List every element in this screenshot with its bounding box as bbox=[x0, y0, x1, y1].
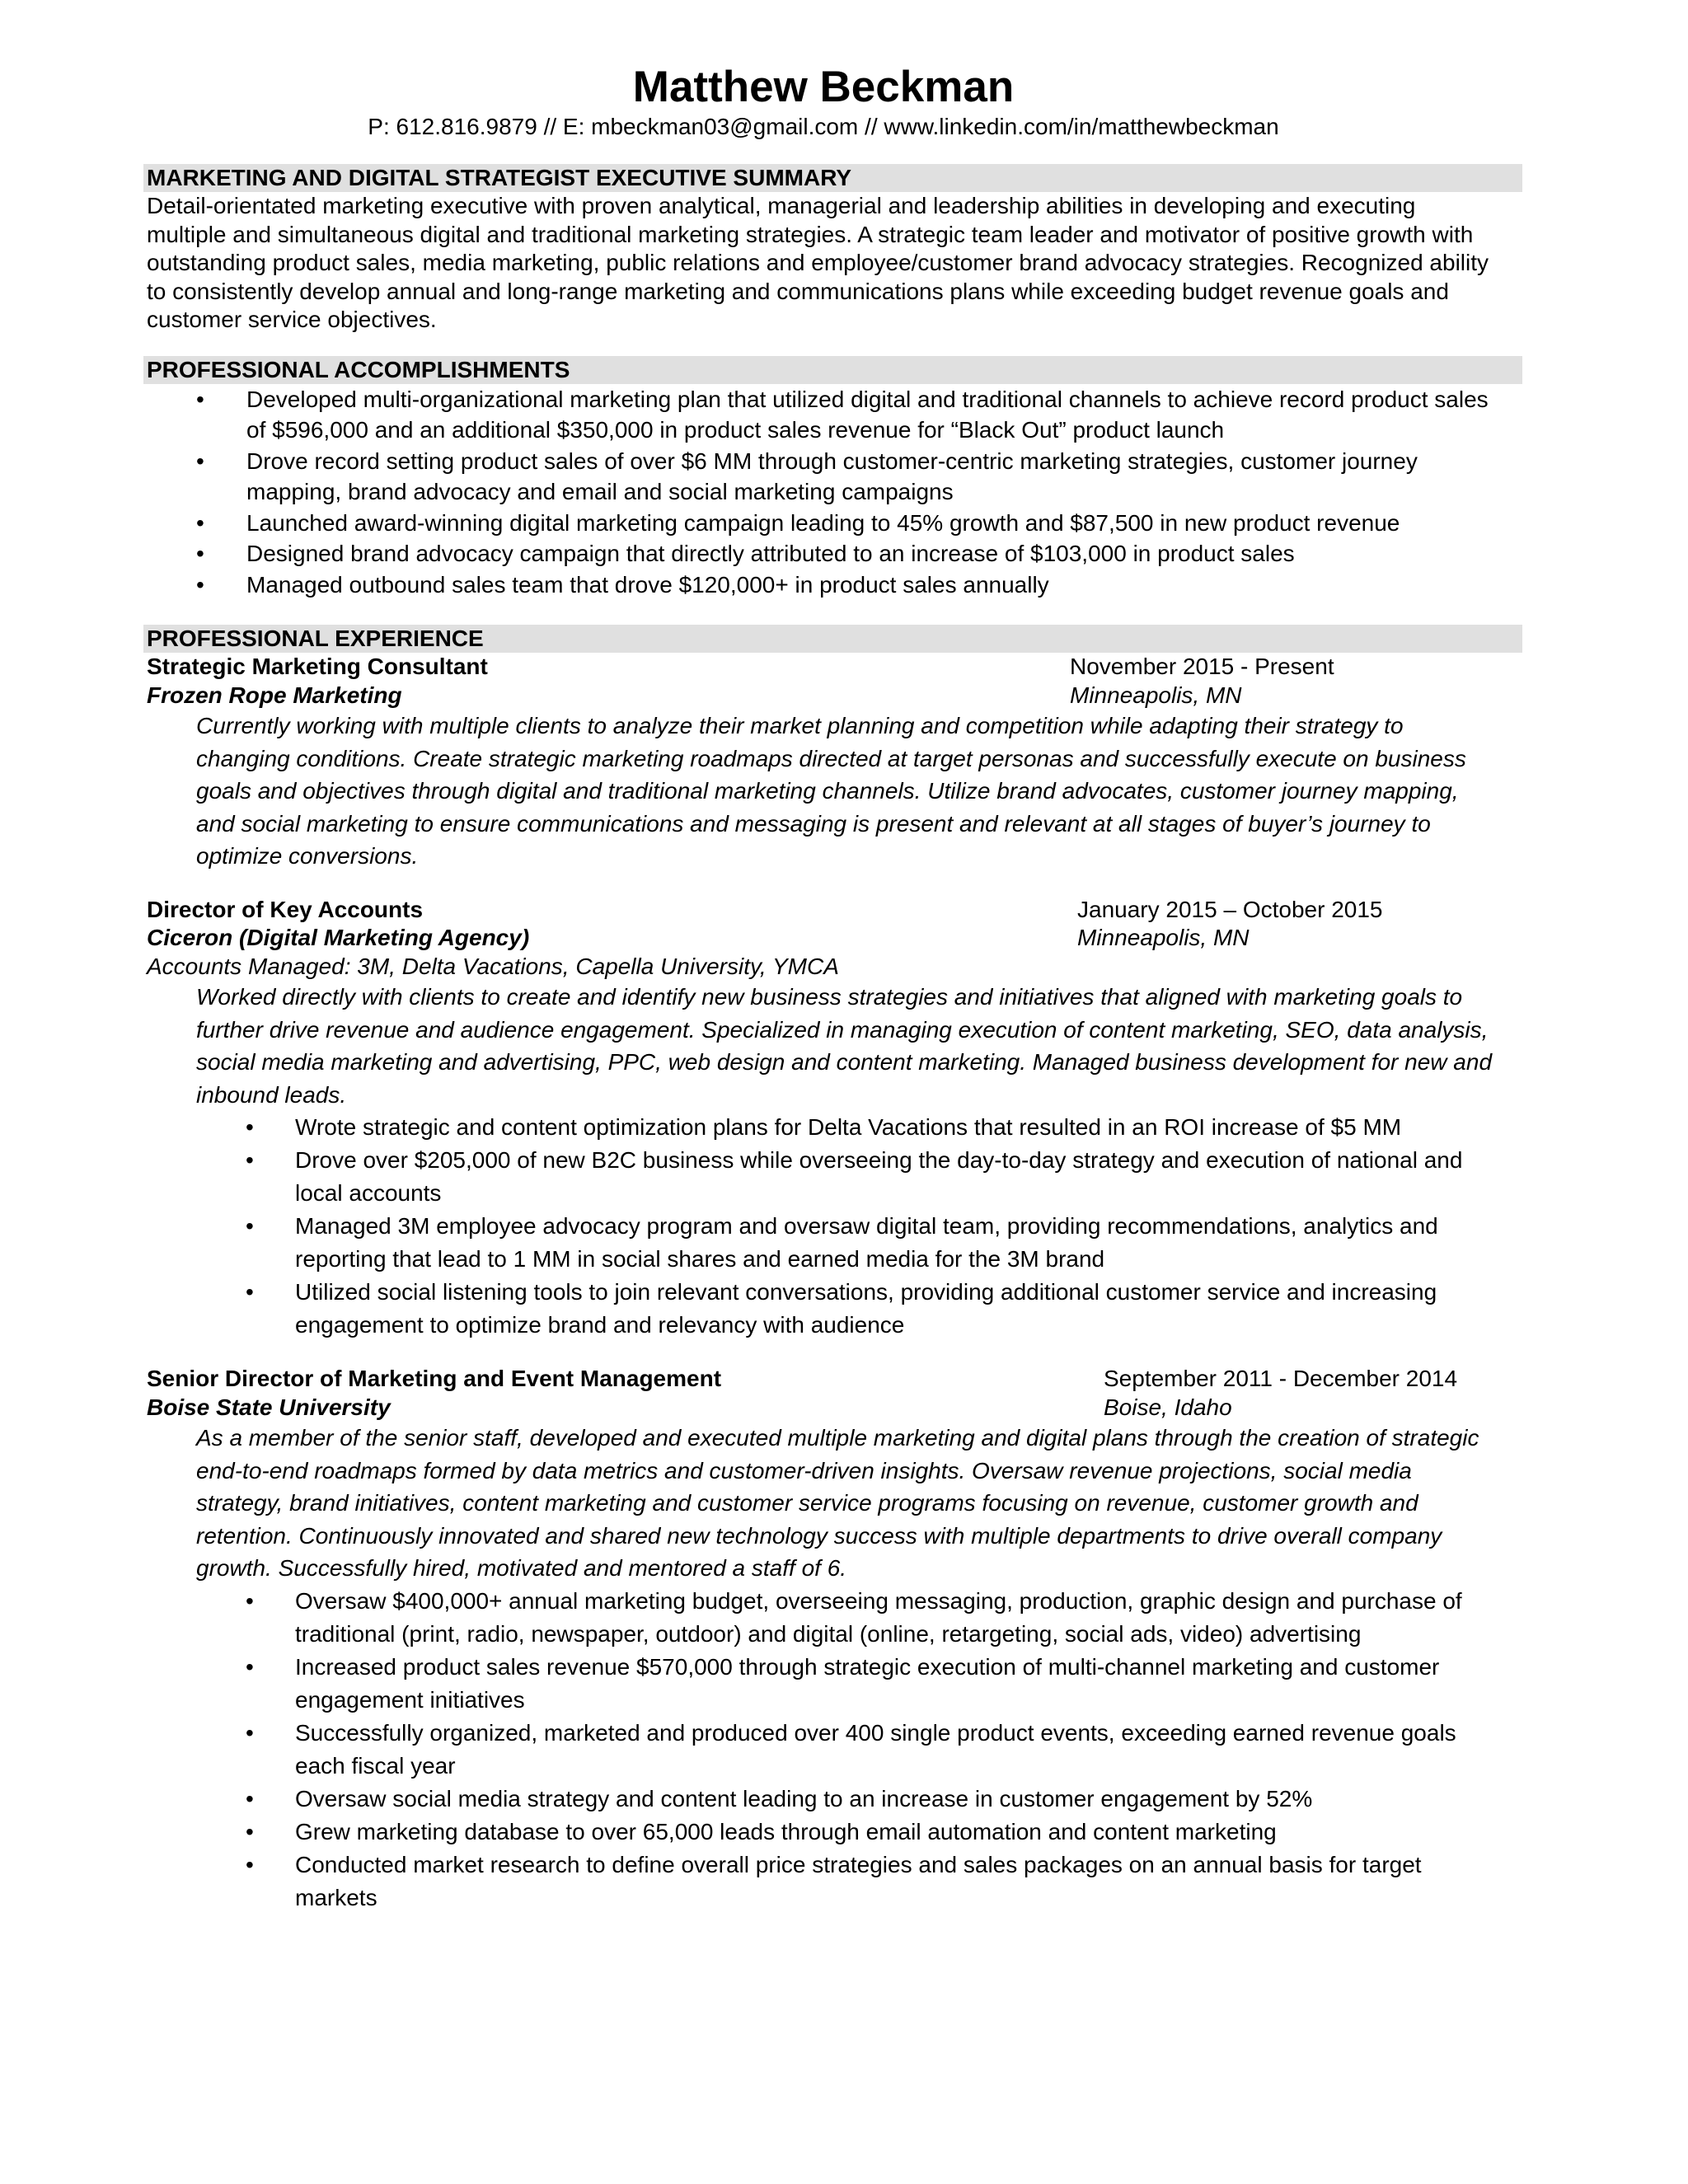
bullet-icon: • bbox=[196, 448, 204, 474]
bullet-text: Managed 3M employee advocacy program and oversaw digital team, providing recommendations, analytics and reporting that lead to 1 MM in social shares and earned media for the 3M brand bbox=[295, 1213, 1438, 1272]
job-title: Senior Director of Marketing and Event Management bbox=[147, 1366, 722, 1392]
accomplishments-list bbox=[147, 384, 1500, 601]
bullet-icon: • bbox=[246, 1114, 254, 1141]
bullet-icon: • bbox=[246, 1213, 254, 1240]
job-company: Ciceron (Digital Marketing Agency) bbox=[147, 925, 530, 951]
list-item bbox=[147, 569, 1500, 601]
job-dates: January 2015 – October 2015 bbox=[1077, 896, 1383, 922]
bullet-icon: • bbox=[246, 1851, 254, 1877]
summary-heading: MARKETING AND DIGITAL STRATEGIST EXECUTIVE SUMMARY bbox=[143, 164, 1522, 192]
bullet-icon: • bbox=[246, 1147, 254, 1174]
bullet-icon: • bbox=[246, 1279, 254, 1305]
job-entry bbox=[147, 896, 1500, 1343]
summary-text: Detail-orientated marketing executive with proven analytical, managerial and leadership abilities in developing and executing multiple and simultaneous digital and traditional marketing strategies. A strategic team leader and motivator of positive growth with outstanding product sales, media marketing, public relations and employee/customer brand advocacy strategies. Recognized ability to consistently develop annual and long-range marketing and communications plans while exceeding budget revenue goals and customer service objectives. bbox=[147, 193, 1489, 333]
bullet-icon: • bbox=[246, 1653, 254, 1680]
bullet-text: Utilized social listening tools to join relevant conversations, providing additional customer service and increasing engagement to optimize brand and relevancy with audience bbox=[295, 1279, 1437, 1338]
bullet-icon: • bbox=[196, 541, 204, 567]
list-item bbox=[147, 1717, 1500, 1783]
experience-heading: PROFESSIONAL EXPERIENCE bbox=[143, 625, 1522, 653]
candidate-name: Matthew Beckman bbox=[632, 63, 1015, 111]
job-location: Boise, Idaho bbox=[1104, 1394, 1232, 1420]
job-location: Minneapolis, MN bbox=[1070, 682, 1242, 708]
job-company: Boise State University bbox=[147, 1394, 391, 1420]
accomplishment-text: Launched award-winning digital marketing campaign leading to 45% growth and $87,500 in new product revenue bbox=[246, 509, 1400, 536]
job-title: Strategic Marketing Consultant bbox=[147, 654, 488, 680]
job-description: Currently working with multiple clients to analyze their market planning and competition while adapting their strategy to changing conditions. Create strategic marketing roadmaps directed at target personas and successfully execute on business goals and objectives through digital and traditional marketing channels. Utilize brand advocates, customer journey mapping, and social marketing to ensure communications and messaging is present and relevant at all stages of buyer’s journey to optimize conversions. bbox=[196, 713, 1466, 869]
bullet-text: Wrote strategic and content optimization plans for Delta Vacations that resulted in an ROI increase of $5 MM bbox=[295, 1114, 1402, 1141]
accounts-managed: Accounts Managed: 3M, Delta Vacations, Capella University, YMCA bbox=[147, 953, 839, 979]
list-item bbox=[147, 1816, 1500, 1849]
accomplishments-heading: PROFESSIONAL ACCOMPLISHMENTS bbox=[143, 356, 1522, 384]
bullet-icon: • bbox=[246, 1587, 254, 1614]
job-dates: November 2015 - Present bbox=[1070, 654, 1334, 680]
list-item bbox=[147, 1783, 1500, 1816]
job-entry bbox=[147, 653, 1500, 873]
accomplishment-text: Designed brand advocacy campaign that directly attributed to an increase of $103,000 in product sales bbox=[246, 541, 1295, 567]
bullet-icon: • bbox=[196, 509, 204, 536]
bullet-text: Conducted market research to define overall price strategies and sales packages on an annual basis for target markets bbox=[295, 1851, 1422, 1910]
list-item bbox=[147, 1585, 1500, 1651]
bullet-icon: • bbox=[246, 1785, 254, 1811]
list-item bbox=[147, 384, 1500, 446]
accomplishment-text: Managed outbound sales team that drove $120,000+ in product sales annually bbox=[246, 571, 1049, 598]
bullet-icon: • bbox=[246, 1719, 254, 1746]
accomplishment-text: Developed multi-organizational marketing plan that utilized digital and traditional channels to achieve record product sales of $596,000 and an additional $350,000 in product sales revenue for “Black Out” product launch bbox=[246, 386, 1489, 443]
list-item bbox=[147, 1111, 1500, 1144]
list-item bbox=[147, 1651, 1500, 1717]
bullet-text: Oversaw $400,000+ annual marketing budget, overseeing messaging, production, graphic design and purchase of traditional (print, radio, newspaper, outdoor) and digital (online, retargeting, social ads, video) advertising bbox=[295, 1587, 1462, 1647]
job-company: Frozen Rope Marketing bbox=[147, 682, 402, 708]
bullet-text: Increased product sales revenue $570,000 through strategic execution of multi-channel marketing and customer engagement initiatives bbox=[295, 1653, 1440, 1713]
job-dates: September 2011 - December 2014 bbox=[1104, 1366, 1458, 1392]
bullet-icon: • bbox=[246, 1818, 254, 1844]
bullet-text: Drove over $205,000 of new B2C business while overseeing the day-to-day strategy and execution of national and local accounts bbox=[295, 1147, 1463, 1207]
contact-line: P: 612.816.9879 // E: mbeckman03@gmail.com // www.linkedin.com/in/matthewbeckman bbox=[368, 114, 1279, 139]
bullet-text: Oversaw social media strategy and content leading to an increase in customer engagement by 52% bbox=[295, 1785, 1313, 1811]
bullet-text: Grew marketing database to over 65,000 leads through email automation and content marketing bbox=[295, 1818, 1277, 1844]
bullet-text: Successfully organized, marketed and produced over 400 single product events, exceeding earned revenue goals each fiscal year bbox=[295, 1719, 1456, 1779]
list-item bbox=[147, 538, 1500, 569]
job-title: Director of Key Accounts bbox=[147, 896, 424, 922]
job-description: Worked directly with clients to create and identify new business strategies and initiatives that aligned with marketing goals to further drive revenue and audience engagement. Specialized in managing execution of content marketing, SEO, data analysis, social media marketing and advertising, PPC, web design and content marketing. Managed business development for new and inbound leads. bbox=[196, 984, 1493, 1108]
list-item bbox=[147, 508, 1500, 539]
list-item bbox=[147, 1849, 1500, 1915]
job-description: As a member of the senior staff, developed and executed multiple marketing and digital plans through the creation of strategic end-to-end roadmaps formed by data metrics and customer-driven insights. Oversaw revenue projections, social media strategy, brand initiatives, content marketing and customer service programs focusing on revenue, customer growth and retention. Continuously innovated and shared new technology success with multiple departments to drive overall company growth. Successfully hired, motivated and mentored a staff of 6. bbox=[196, 1425, 1479, 1582]
job-bullets bbox=[147, 1111, 1500, 1342]
list-item bbox=[147, 1144, 1500, 1210]
list-item bbox=[147, 1210, 1500, 1276]
list-item bbox=[147, 1276, 1500, 1342]
list-item bbox=[147, 446, 1500, 508]
bullet-icon: • bbox=[196, 571, 204, 598]
job-bullets bbox=[147, 1585, 1500, 1915]
bullet-icon: • bbox=[196, 386, 204, 412]
job-location: Minneapolis, MN bbox=[1077, 925, 1250, 951]
accomplishment-text: Drove record setting product sales of over $6 MM through customer-centric marketing strategies, customer journey mapping, brand advocacy and email and social marketing campaigns bbox=[246, 448, 1418, 505]
job-entry bbox=[147, 1365, 1500, 1915]
